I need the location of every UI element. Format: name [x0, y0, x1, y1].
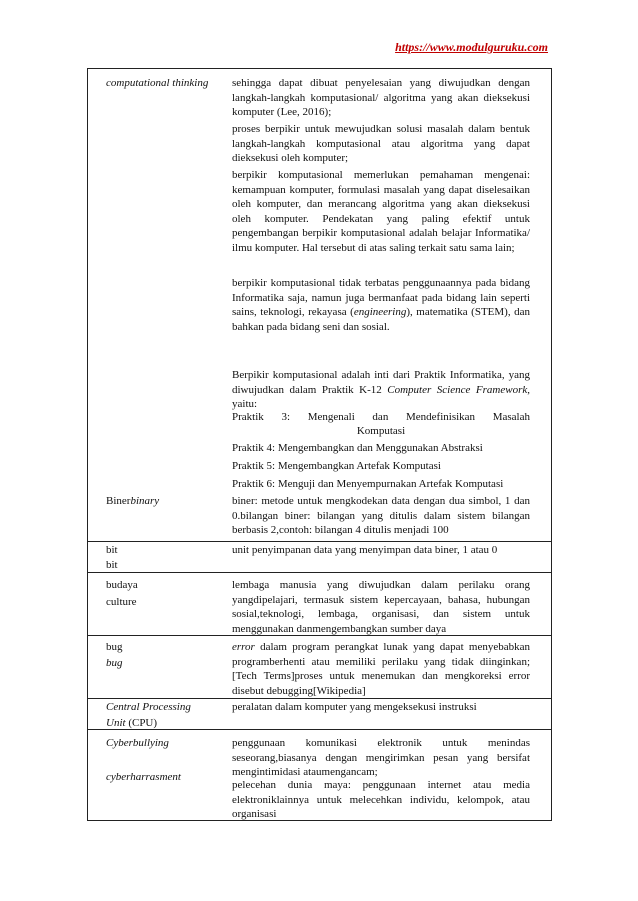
term-bug-en: bug	[106, 657, 123, 669]
definition-biner: biner: metode untuk mengkodekan data dengan dua simbol, 1 dan 0.bilangan biner: bilangan yang ditulis dalam sistem bilangan berbasis 2,contoh: bilangan 4 ditulis menjadi 100	[232, 495, 530, 536]
definition-ct-3: berpikir komputasional memerlukan pemahaman mengenai: kemampuan komputer, formulasi masalah yang dapat diselesaikan oleh komputer, dan merancang algoritma yang akan dieksekusi oleh komputer. Pendekatan yang paling efektif untuk pengembangan berpikir komputasional adalah belajar Informatika/ ilmu komputer. Hal tersebut di atas saling terkait satu sama lain;	[232, 169, 530, 254]
definition-ct-1: sehingga dapat dibuat penyelesaian yang diwujudkan dengan langkah-langkah komputasional/ algoritma yang akan dieksekusi komputer (Lee, 2016);	[232, 77, 530, 118]
term-cyberharrasment: cyberharrasment	[106, 771, 181, 783]
practice-5: Praktik 5: Mengembangkan Artefak Komputasi	[232, 460, 441, 472]
term-culture: culture	[106, 596, 137, 608]
definition-ct-5-text: Berpikir komputasional adalah inti dari Praktik Informatika, yang diwujudkan dalam Praktik K-12	[232, 369, 530, 396]
definition-ct-4-text: berpikir komputasional tidak terbatas penggunaannya pada bidang Informatika saja, namun juga bermanfaat pada bidang lain seperti sains, teknologi, rekayasa (	[232, 277, 530, 318]
term-budaya: budaya	[106, 579, 138, 591]
term-computational-thinking: computational thinking	[106, 77, 209, 89]
term-biner-text: Biner	[106, 495, 131, 507]
term-cpu-abbr: (CPU)	[125, 717, 158, 729]
term-cpu-line2	[106, 716, 157, 731]
definition-ct-4	[232, 276, 530, 334]
term-cpu: Central Processing	[106, 701, 191, 713]
term-cpu-italic: Unit	[106, 717, 126, 729]
definition-bit: unit penyimpanan data yang menyimpan data biner, 1 atau 0	[232, 544, 498, 556]
definition-ct-4-text-end: ), matematika (STEM), dan bahkan pada bidang seni dan sosial.	[232, 306, 530, 333]
definition-cpu: peralatan dalam komputer yang mengeksekusi instruksi	[232, 701, 477, 713]
definition-ct-5-italic: Computer Science Framework	[387, 383, 528, 396]
term-bug: bug	[106, 641, 123, 653]
term-bit: bit	[106, 544, 118, 556]
term-biner	[106, 494, 159, 509]
definition-bug-italic: error	[232, 641, 255, 653]
definition-cyber-2: pelecehan dunia maya: penggunaan internet atau media elektroniklainnya untuk melecehkan individu, kelompok, atau organisasi	[232, 779, 530, 820]
practice-6: Praktik 6: Menguji dan Menyempurnakan Artefak Komputasi	[232, 478, 504, 490]
practice-4: Praktik 4: Mengembangkan dan Menggunakan Abstraksi	[232, 442, 483, 454]
practice-3: Praktik 3: Mengenali dan Mendefinisikan Masalah	[232, 411, 530, 423]
definition-budaya: lembaga manusia yang diwujudkan dalam perilaku orang yangdipelajari, termasuk sistem kepercayaan, bahasa, hubungan sosial,teknologi, lembaga, organisasi, dan sistem untuk menggunakan danmengembangkan sumber daya	[232, 579, 530, 635]
definition-ct-5-text-end: , yaitu:	[232, 383, 530, 410]
definition-bug-text: dalam program perangkat lunak yang dapat menyebabkan programberhenti atau memiliki perilaku yang tidak diinginkan; [Tech Terms]proses untuk menemukan dan mengkoreksi error disebut debugging[Wikipedia]	[232, 641, 530, 697]
definition-ct-2: proses berpikir untuk mewujudkan solusi masalah dalam bentuk langkah-langkah komputasional atau algoritma yang dapat dieksekusi oleh komputer;	[232, 123, 530, 164]
row-divider	[87, 541, 552, 542]
practice-3-cont: Komputasi	[356, 425, 406, 437]
definition-bug	[232, 640, 530, 698]
definition-cyber-1: penggunaan komunikasi elektronik untuk menindas seseorang,biasanya dengan mengirimkan pesan yang bersifat mengintimidasi ataumengancam;	[232, 737, 530, 778]
term-biner-italic: binary	[130, 495, 160, 507]
definition-ct-5	[232, 368, 530, 412]
term-cyberbullying: Cyberbullying	[106, 737, 169, 749]
term-bit-en: bit	[106, 559, 118, 571]
definition-ct-4-italic: engineering	[353, 306, 407, 318]
row-divider	[87, 698, 552, 699]
row-divider	[87, 572, 552, 573]
header-url[interactable]: https://www.modulguruku.com	[395, 40, 548, 54]
